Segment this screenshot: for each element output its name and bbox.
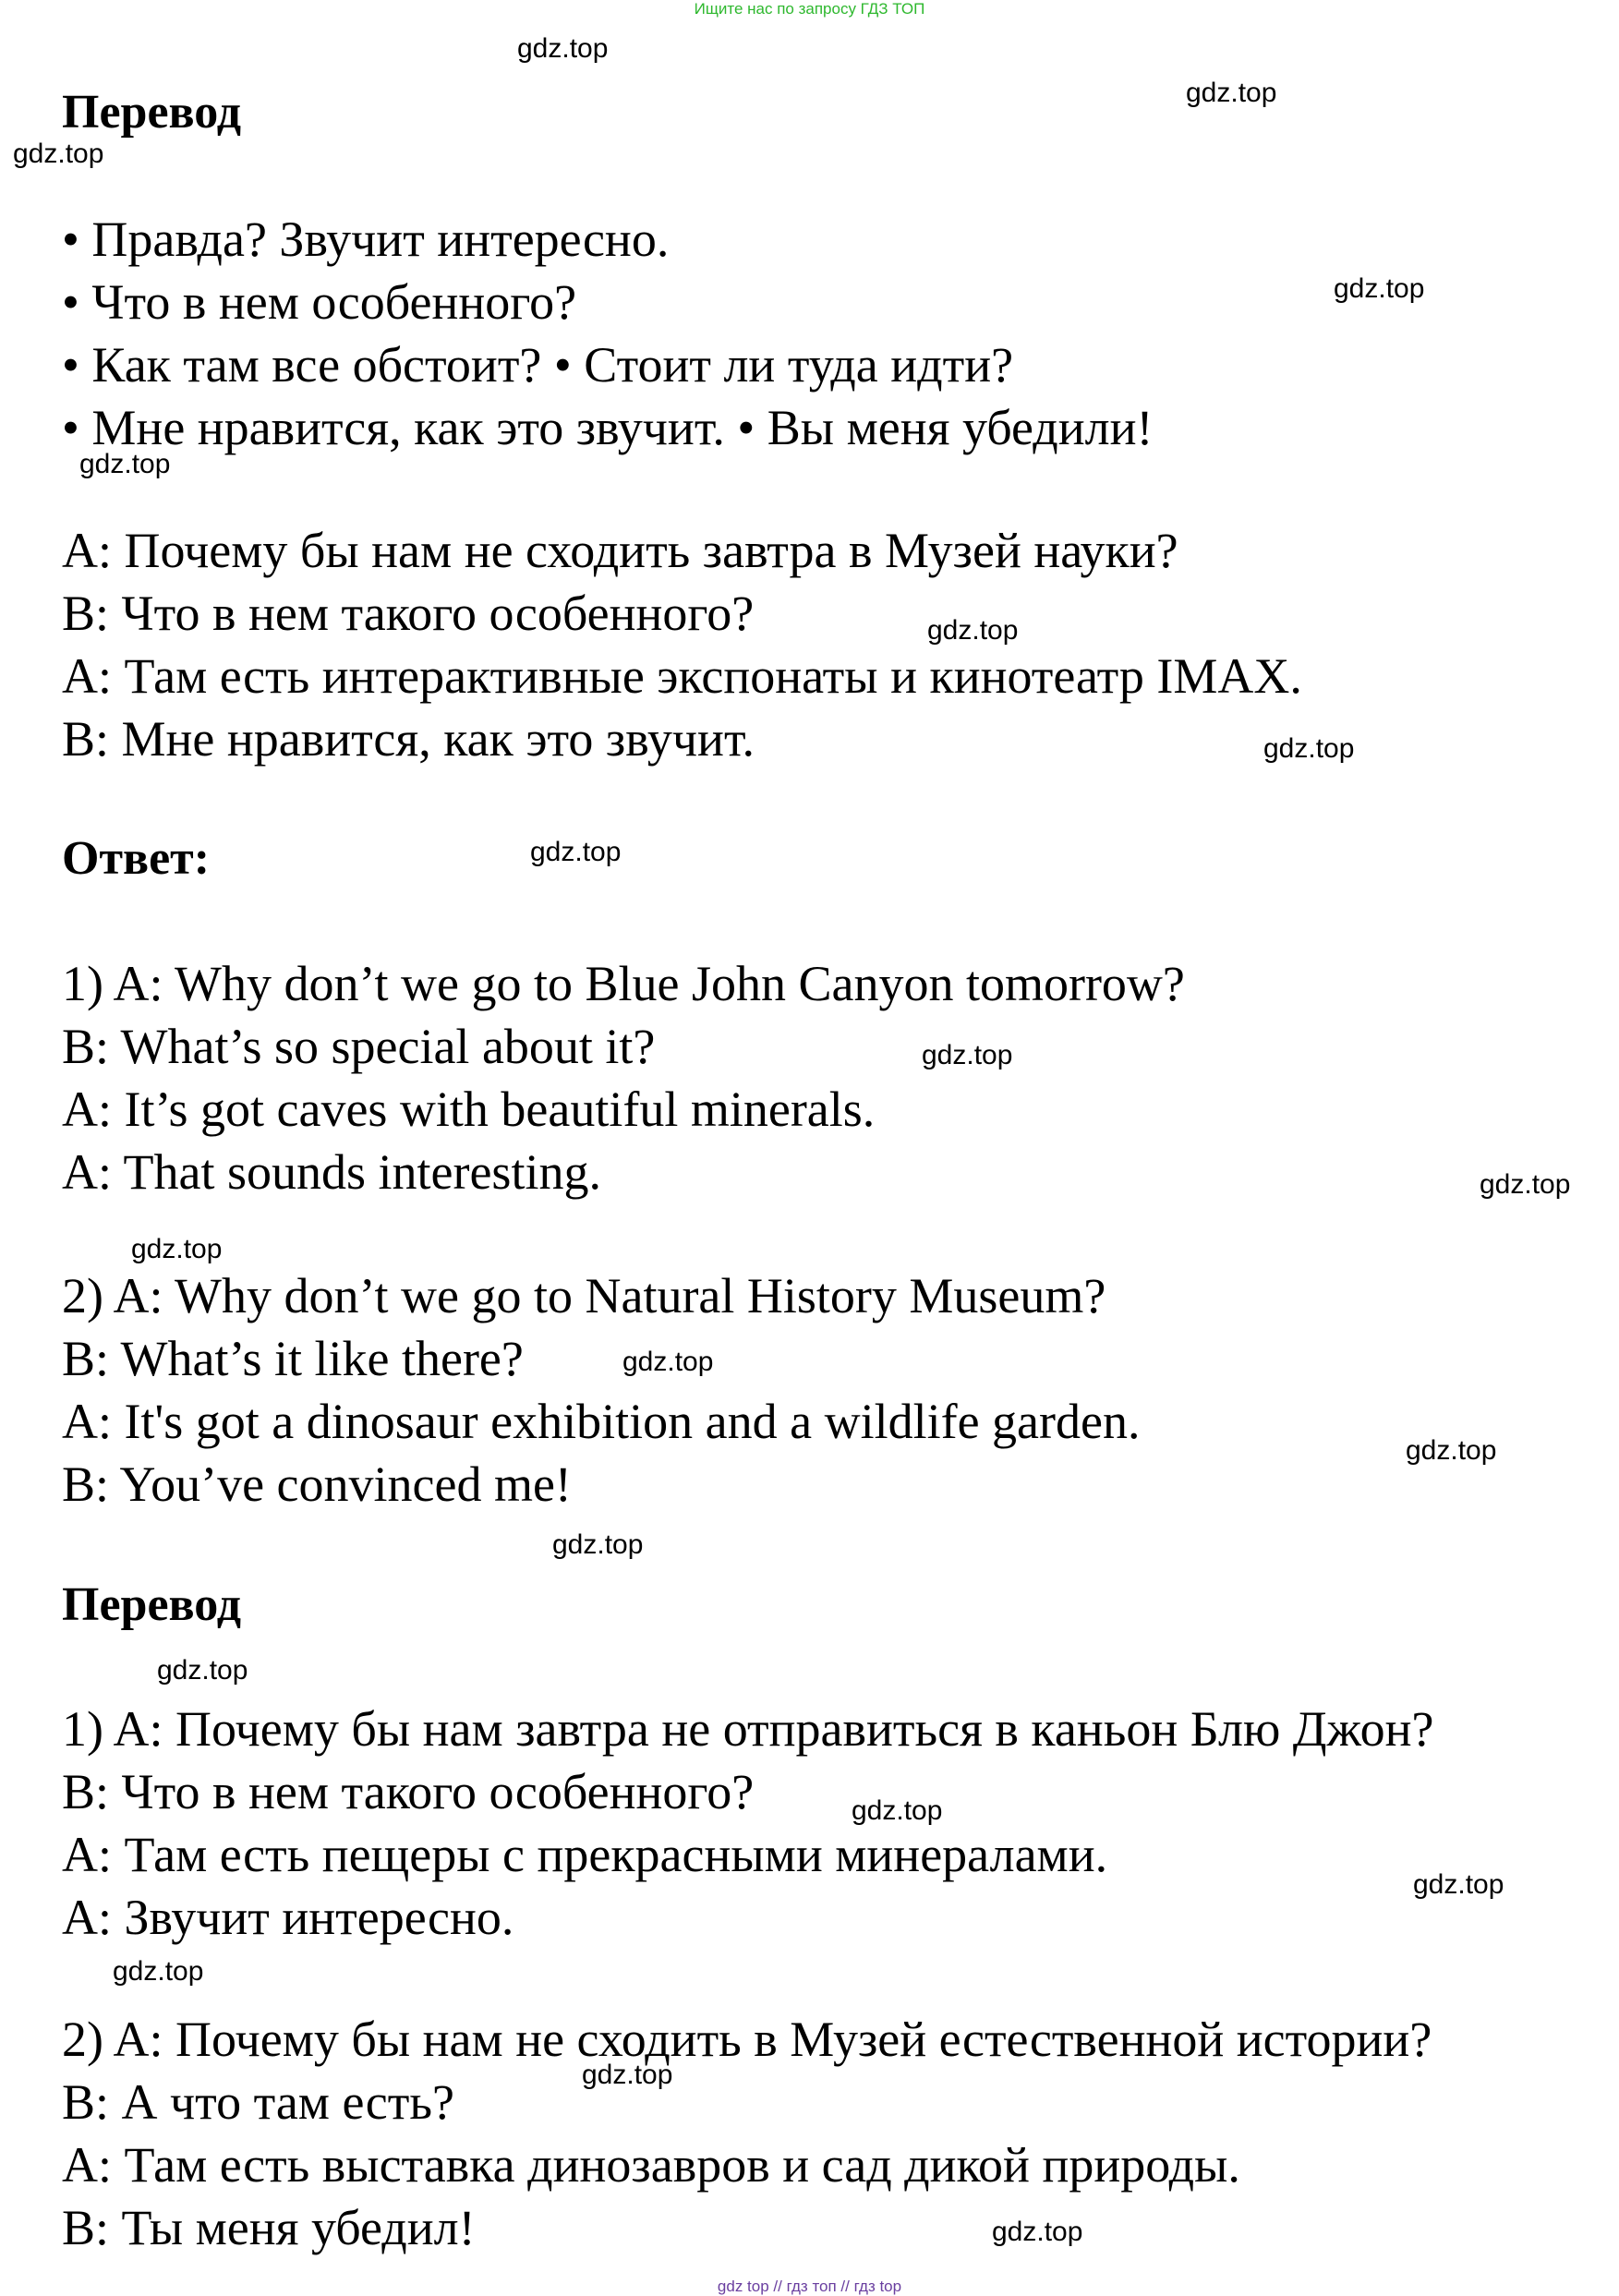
dialogue-line: A: It’s got caves with beautiful minerals. — [62, 1082, 876, 1137]
bottom-banner[interactable]: gdz top // гдз топ // гдз top — [717, 2278, 902, 2295]
watermark: gdz.top — [1406, 1435, 1497, 1466]
dialogue-line: A: Там есть интерактивные экспонаты и кинотеатр IMAX. — [62, 648, 1302, 704]
watermark: gdz.top — [1263, 733, 1355, 764]
dialogue-line: B: What’s so special about it? — [62, 1019, 656, 1074]
dialogue-line: A: That sounds interesting. — [62, 1144, 601, 1200]
dialogue-line: 2) A: Why don’t we go to Natural History Museum? — [62, 1268, 1106, 1323]
watermark: gdz.top — [13, 139, 104, 169]
watermark: gdz.top — [1186, 78, 1277, 108]
dialogue-line: A: It's got a dinosaur exhibition and a wildlife garden. — [62, 1394, 1141, 1449]
watermark: gdz.top — [992, 2217, 1083, 2247]
section-heading-translation-1: Перевод — [62, 86, 242, 139]
dialogue-line: 2) A: Почему бы нам не сходить в Музей естественной истории? — [62, 2012, 1432, 2067]
dialogue-line: B: А что там есть? — [62, 2074, 454, 2130]
phrase-line: • Что в нем особенного? — [62, 274, 577, 330]
dialogue-line: B: Что в нем такого особенного? — [62, 586, 755, 641]
dialogue-line: A: Там есть выставка динозавров и сад дикой природы. — [62, 2137, 1240, 2193]
watermark: gdz.top — [622, 1347, 714, 1377]
dialogue-line: A: Звучит интересно. — [62, 1890, 514, 1945]
phrase-line: • Правда? Звучит интересно. — [62, 211, 670, 267]
dialogue-line: B: Что в нем такого особенного? — [62, 1764, 755, 1819]
section-heading-translation-2: Перевод — [62, 1578, 242, 1631]
section-heading-answer: Ответ: — [62, 832, 211, 885]
phrase-line: • Как там все обстоит? • Стоит ли туда идти? — [62, 337, 1014, 393]
top-banner[interactable]: Ищите нас по запросу ГДЗ ТОП — [694, 0, 925, 18]
watermark: gdz.top — [922, 1040, 1013, 1070]
dialogue-line: 1) A: Why don’t we go to Blue John Canyon tomorrow? — [62, 956, 1185, 1011]
watermark: gdz.top — [1334, 273, 1425, 304]
dialogue-line: B: Ты меня убедил! — [62, 2200, 476, 2255]
watermark: gdz.top — [113, 1956, 204, 1987]
dialogue-line: 1) A: Почему бы нам завтра не отправиться в каньон Блю Джон? — [62, 1701, 1434, 1757]
watermark: gdz.top — [552, 1529, 644, 1560]
dialogue-line: B: What’s it like there? — [62, 1331, 524, 1386]
phrase-line: • Мне нравится, как это звучит. • Вы меня убедили! — [62, 400, 1154, 455]
watermark: gdz.top — [517, 33, 609, 64]
watermark: gdz.top — [927, 615, 1019, 646]
dialogue-line: B: You’ve convinced me! — [62, 1456, 572, 1512]
watermark: gdz.top — [79, 449, 171, 479]
watermark: gdz.top — [530, 837, 622, 867]
watermark: gdz.top — [1480, 1169, 1571, 1200]
dialogue-line: B: Мне нравится, как это звучит. — [62, 711, 755, 767]
watermark: gdz.top — [157, 1655, 248, 1686]
dialogue-line: A: Там есть пещеры с прекрасными минералами. — [62, 1827, 1108, 1882]
watermark: gdz.top — [582, 2060, 673, 2090]
watermark: gdz.top — [131, 1234, 223, 1264]
watermark: gdz.top — [852, 1795, 943, 1826]
dialogue-line: A: Почему бы нам не сходить завтра в Музей науки? — [62, 523, 1178, 578]
watermark: gdz.top — [1413, 1869, 1504, 1900]
